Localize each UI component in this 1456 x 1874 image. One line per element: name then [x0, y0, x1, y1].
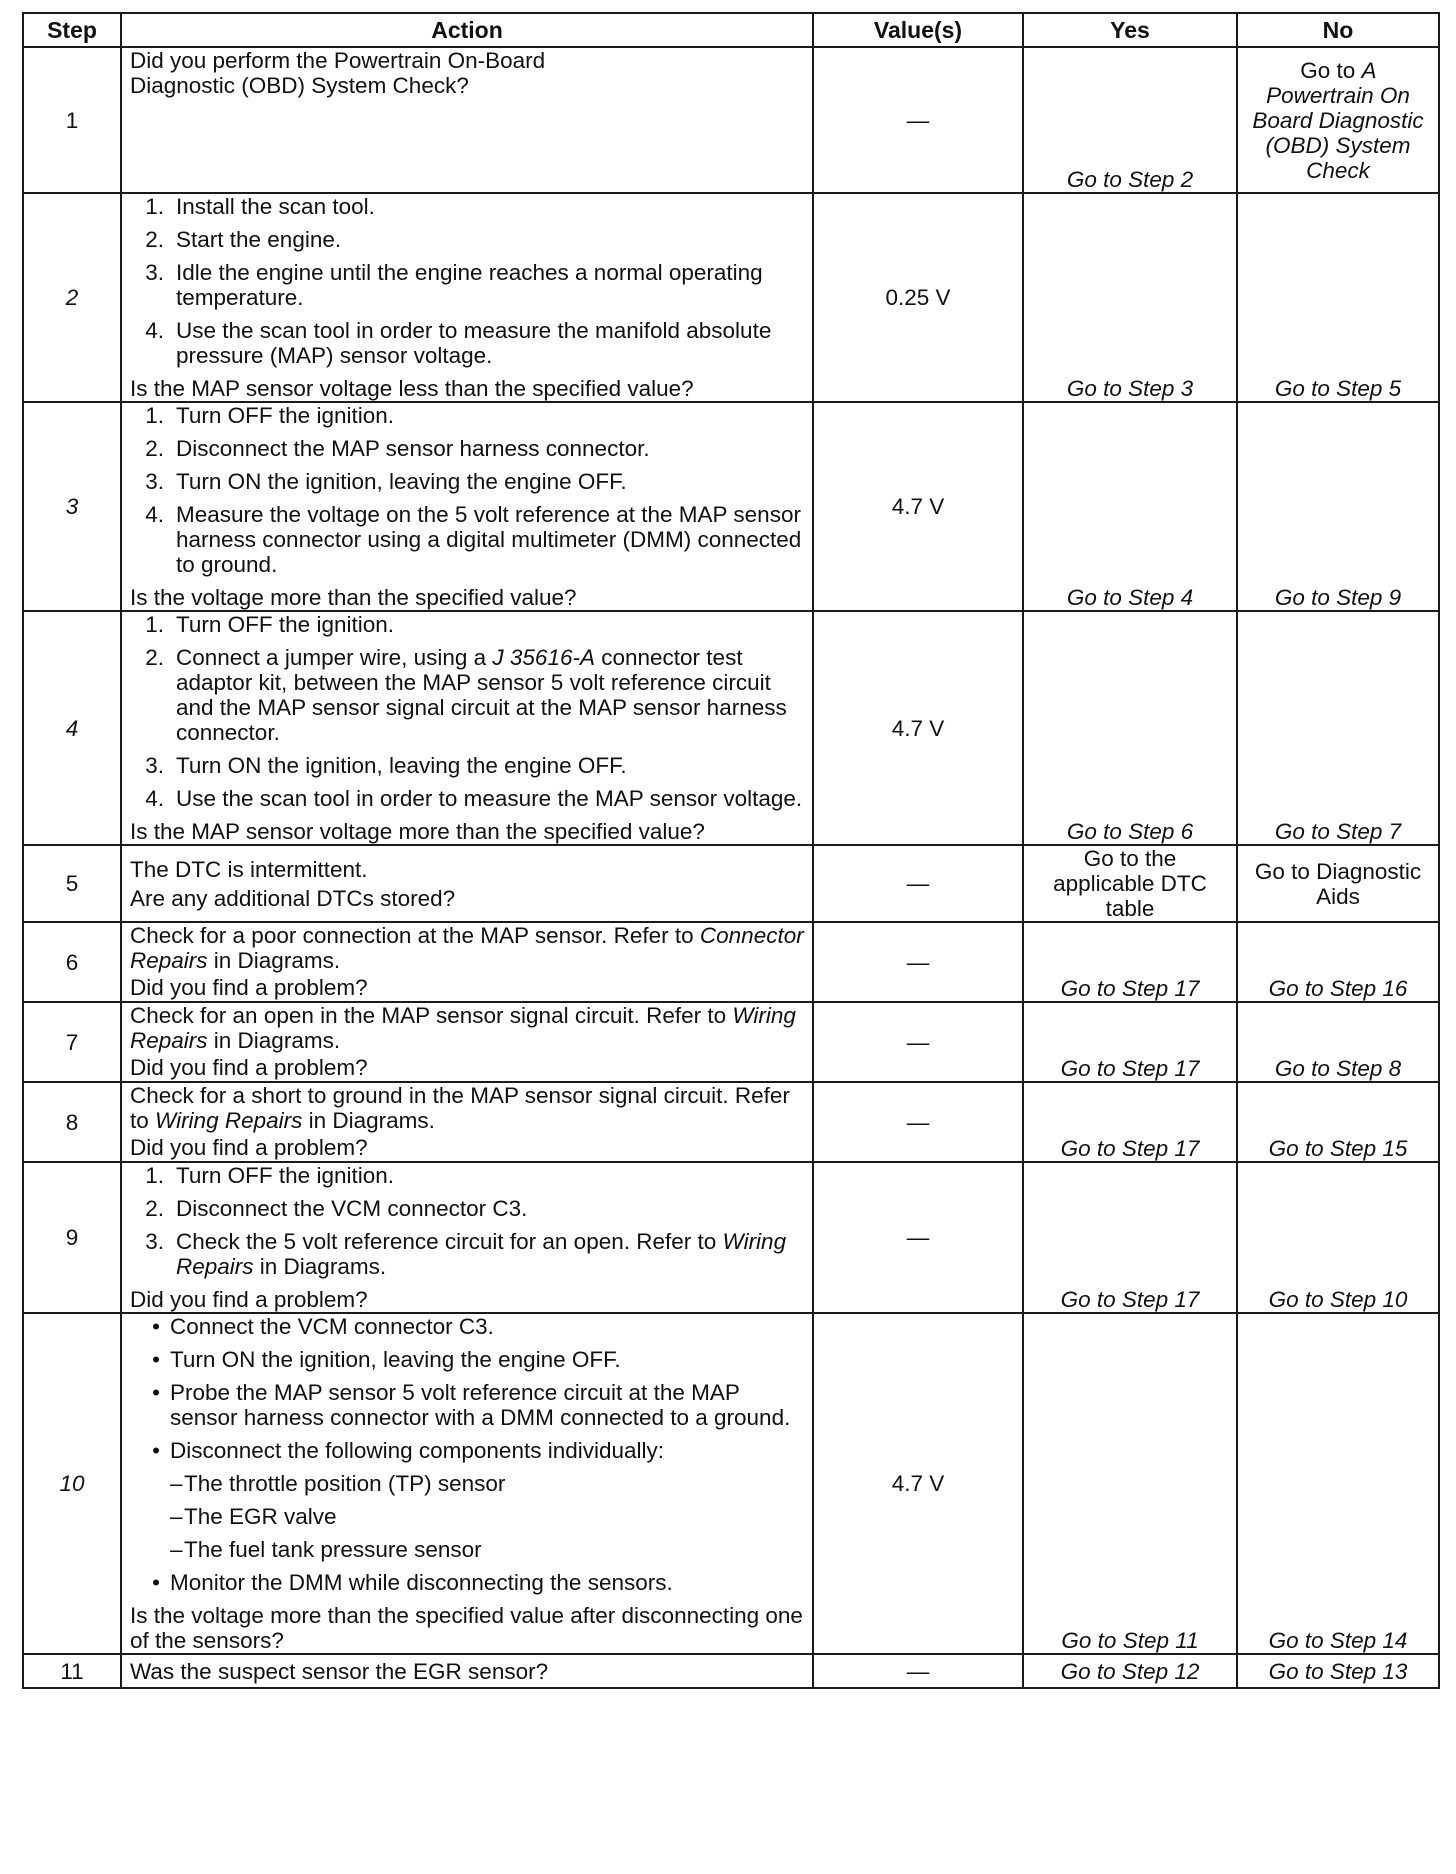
action-text: Diagnostic (OBD) System Check? — [130, 73, 469, 98]
list-item: 4. Measure the voltage on the 5 volt reference at the MAP sensor harness connector using a digital multimeter (DMM) connected to ground. — [145, 502, 802, 577]
list-item: 1. Install the scan tool. — [145, 194, 375, 219]
no-text: Go to — [1300, 57, 1362, 83]
list-item: • Monitor the DMM while disconnecting the sensors. — [152, 1570, 673, 1595]
step-number: 5 — [23, 845, 121, 922]
action-cell — [121, 47, 813, 193]
action-text: Did you perform the Powertrain On-Board — [130, 48, 546, 73]
diagnostic-table — [22, 12, 1440, 1689]
action-cell — [121, 1002, 813, 1082]
value-cell: — — [813, 1654, 1023, 1688]
step-number: 4 — [23, 611, 121, 845]
step-number: 8 — [23, 1082, 121, 1162]
action-question: Did you find a problem? — [130, 1287, 368, 1312]
header-row — [23, 13, 1439, 47]
action-text: Check for an open in the MAP sensor signal circuit. Refer to Wiring Repairs in Diagrams. — [130, 1003, 796, 1053]
no-cell: Go to Step 16 — [1237, 922, 1439, 1002]
no-cell: Go to Step 10 — [1237, 1162, 1439, 1313]
value-cell: — — [813, 922, 1023, 1002]
action-cell — [121, 922, 813, 1002]
header-yes: Yes — [1023, 13, 1237, 47]
no-cell: Go to Diagnostic Aids — [1237, 845, 1439, 922]
yes-cell: Go to Step 17 — [1023, 922, 1237, 1002]
step-number: 2 — [23, 193, 121, 402]
sub-list-item: – The EGR valve — [170, 1504, 337, 1529]
step-number: 1 — [23, 47, 121, 193]
action-question: Are any additional DTCs stored? — [130, 885, 456, 911]
header-step: Step — [23, 13, 121, 47]
yes-cell: Go to Step 17 — [1023, 1082, 1237, 1162]
list-item: 1. Turn OFF the ignition. — [145, 1163, 395, 1188]
yes-cell: Go to Step 4 — [1023, 402, 1237, 611]
action-cell — [121, 1313, 813, 1654]
sub-list-item: – The throttle position (TP) sensor — [170, 1471, 506, 1496]
header-value: Value(s) — [813, 13, 1023, 47]
action-cell — [121, 845, 813, 922]
yes-cell: Go to Step 6 — [1023, 611, 1237, 845]
action-text: The DTC is intermittent. — [130, 856, 368, 882]
list-item: 2. Start the engine. — [145, 227, 342, 252]
step-number: 3 — [23, 402, 121, 611]
header-no: No — [1237, 13, 1439, 47]
action-cell — [121, 1162, 813, 1313]
action-question: Did you find a problem? — [130, 1055, 368, 1080]
list-item: 4. Use the scan tool in order to measure the manifold absolute pressure (MAP) sensor voltage. — [145, 318, 772, 368]
list-item: 3. Check the 5 volt reference circuit for an open. Refer to Wiring Repairs in Diagrams. — [145, 1229, 787, 1279]
step-number: 7 — [23, 1002, 121, 1082]
list-item: • Turn ON the ignition, leaving the engine OFF. — [152, 1347, 621, 1372]
action-text: Check for a poor connection at the MAP sensor. Refer to Connector Repairs in Diagrams. — [130, 923, 804, 973]
no-cell: Go to Step 9 — [1237, 402, 1439, 611]
action-question: Is the voltage more than the specified value? — [130, 585, 577, 610]
no-text-italic: Powertrain On Board Diagnostic (OBD) System Check — [1252, 82, 1424, 183]
yes-cell: Go to Step 3 — [1023, 193, 1237, 402]
step-number: 9 — [23, 1162, 121, 1313]
value-cell: — — [813, 1082, 1023, 1162]
action-cell: Was the suspect sensor the EGR sensor? — [121, 1654, 813, 1688]
table-row-step-1 — [23, 47, 1439, 193]
value-cell: — — [813, 845, 1023, 922]
action-cell — [121, 611, 813, 845]
table-row-step-9 — [23, 1162, 1439, 1313]
yes-cell: Go to Step 2 — [1023, 47, 1237, 193]
yes-cell: Go to Step 17 — [1023, 1162, 1237, 1313]
yes-cell: Go to Step 17 — [1023, 1002, 1237, 1082]
table-row-step-7 — [23, 1002, 1439, 1082]
action-question: Did you find a problem? — [130, 975, 368, 1000]
step-number: 6 — [23, 922, 121, 1002]
list-item: 2. Disconnect the MAP sensor harness connector. — [145, 436, 650, 461]
list-item: 3. Turn ON the ignition, leaving the engine OFF. — [145, 469, 627, 494]
no-cell: Go to Step 7 — [1237, 611, 1439, 845]
action-text: Check for a short to ground in the MAP sensor signal circuit. Refer to Wiring Repairs in Diagrams. — [130, 1083, 790, 1133]
no-cell: Go to Step 8 — [1237, 1002, 1439, 1082]
sub-list-item: – The fuel tank pressure sensor — [170, 1537, 482, 1562]
table-row-step-4 — [23, 611, 1439, 845]
list-item: 2. Connect a jumper wire, using a J 35616-A connector test adaptor kit, between the MAP sensor 5 volt reference circuit and the MAP sensor signal circuit at the MAP sensor harness connector. — [145, 645, 787, 745]
list-item: 3. Turn ON the ignition, leaving the engine OFF. — [145, 753, 627, 778]
value-cell: 4.7 V — [813, 611, 1023, 845]
action-question: Did you find a problem? — [130, 1135, 368, 1160]
list-item: 3. Idle the engine until the engine reaches a normal operating temperature. — [145, 260, 763, 310]
action-cell — [121, 1082, 813, 1162]
list-item: 1. Turn OFF the ignition. — [145, 612, 395, 637]
action-cell — [121, 193, 813, 402]
action-question: Is the MAP sensor voltage less than the specified value? — [130, 376, 694, 401]
no-cell: Go to Step 13 — [1237, 1654, 1439, 1688]
table-row-step-8 — [23, 1082, 1439, 1162]
no-cell: Go to Step 15 — [1237, 1082, 1439, 1162]
value-cell: 4.7 V — [813, 1313, 1023, 1654]
list-item: 1. Turn OFF the ignition. — [145, 403, 395, 428]
step-number: 10 — [23, 1313, 121, 1654]
list-item: • Probe the MAP sensor 5 volt reference circuit at the MAP sensor harness connector with a DMM connected to a ground. — [152, 1380, 791, 1430]
table-row-step-11 — [23, 1654, 1439, 1688]
yes-cell: Go to Step 12 — [1023, 1654, 1237, 1688]
no-text-italic: A — [1361, 57, 1376, 83]
value-cell: 0.25 V — [813, 193, 1023, 402]
value-cell: — — [813, 47, 1023, 193]
no-cell: Go to Step 5 — [1237, 193, 1439, 402]
list-item: 2. Disconnect the VCM connector C3. — [145, 1196, 528, 1221]
diagnostic-document — [22, 12, 1438, 1689]
table-row-step-6 — [23, 922, 1439, 1002]
yes-cell: Go to Step 11 — [1023, 1313, 1237, 1654]
list-item: 4. Use the scan tool in order to measure the MAP sensor voltage. — [145, 786, 803, 811]
action-question: Is the voltage more than the specified value after disconnecting one of the sensors? — [130, 1603, 803, 1653]
no-cell: Go to Step 14 — [1237, 1313, 1439, 1654]
value-cell: 4.7 V — [813, 402, 1023, 611]
step-number: 11 — [23, 1654, 121, 1688]
value-cell: — — [813, 1162, 1023, 1313]
action-question: Is the MAP sensor voltage more than the specified value? — [130, 819, 705, 844]
table-row-step-2 — [23, 193, 1439, 402]
table-row-step-3 — [23, 402, 1439, 611]
yes-cell: Go to the applicable DTC table — [1023, 845, 1237, 922]
no-cell — [1237, 47, 1439, 193]
action-cell — [121, 402, 813, 611]
value-cell: — — [813, 1002, 1023, 1082]
list-item: • Connect the VCM connector C3. — [152, 1314, 494, 1339]
table-row-step-5 — [23, 845, 1439, 922]
list-item: • Disconnect the following components individually: — [152, 1438, 665, 1463]
header-action: Action — [121, 13, 813, 47]
table-row-step-10 — [23, 1313, 1439, 1654]
